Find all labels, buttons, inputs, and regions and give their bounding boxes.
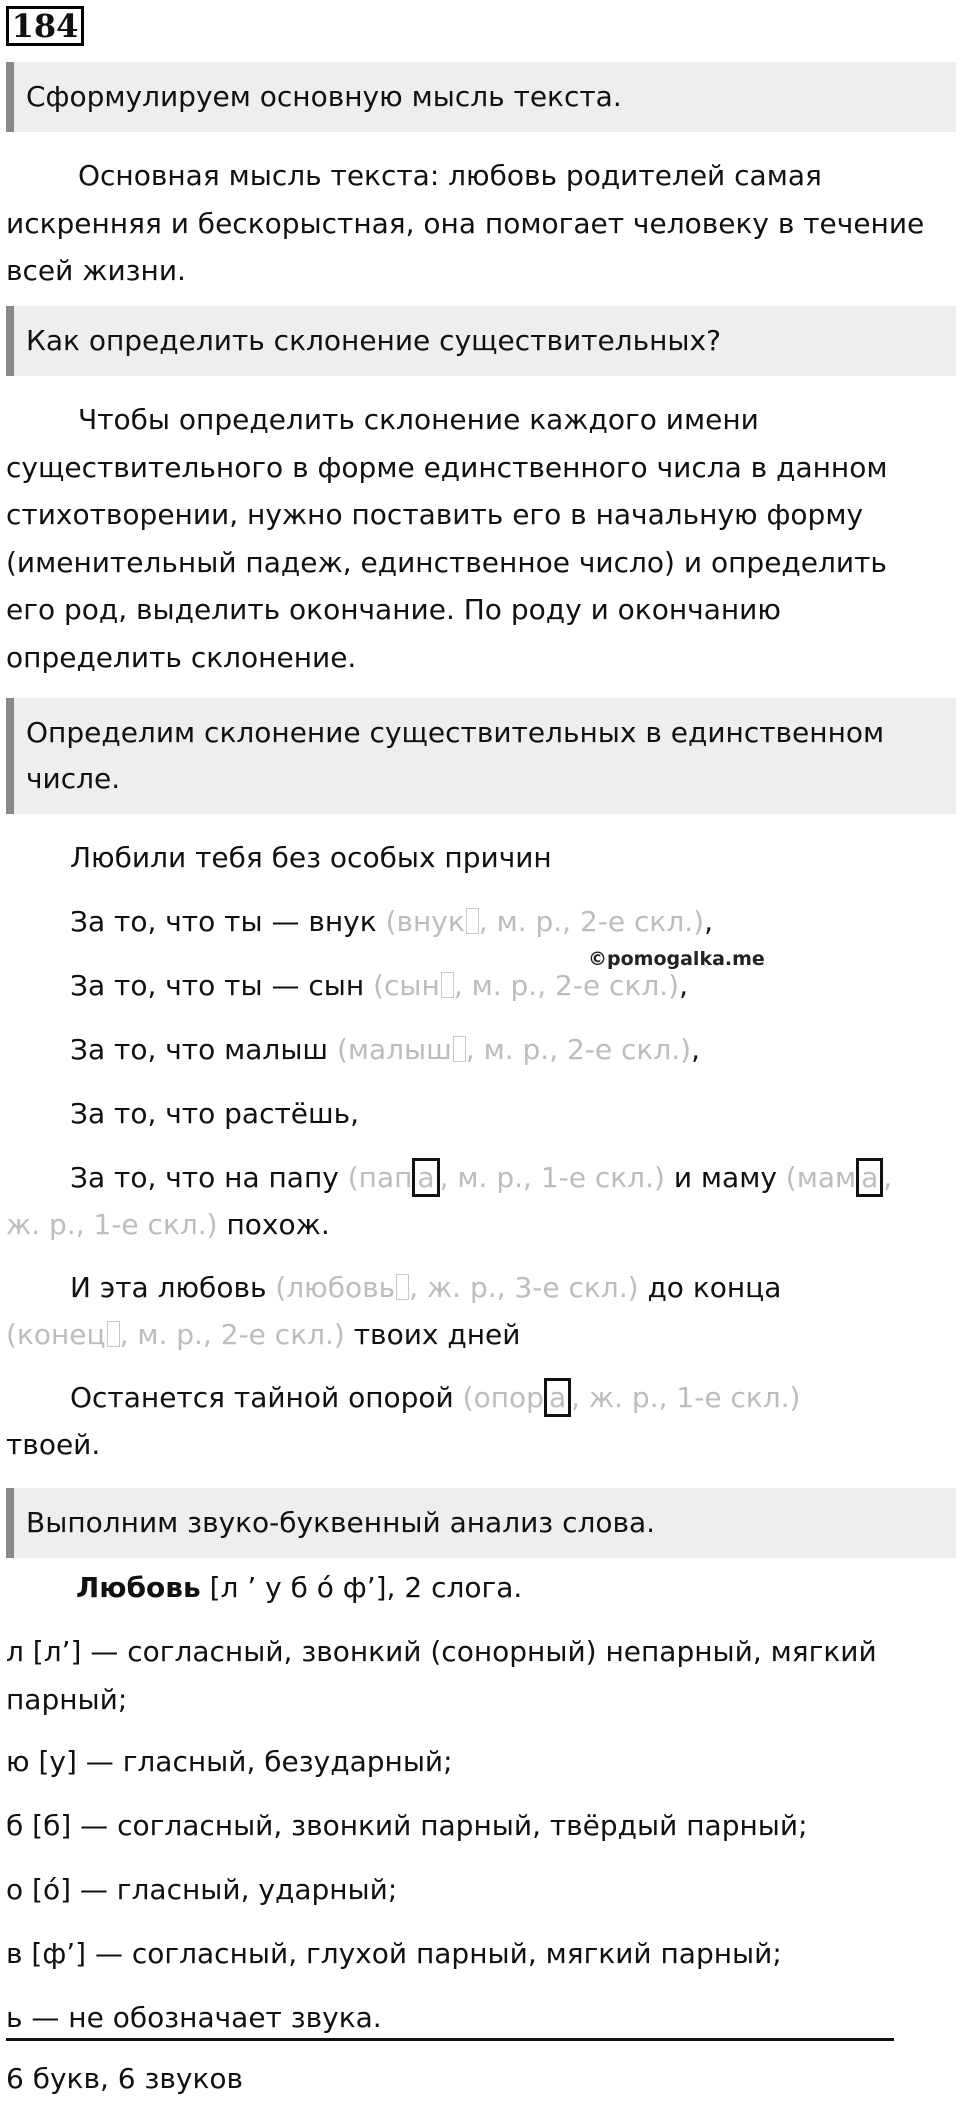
watermark: ©pomogalka.me	[588, 948, 765, 970]
poem-text: За то, что растёшь,	[70, 1097, 360, 1130]
poem-text: За то, что малыш	[70, 1033, 329, 1066]
analysis-row: б [б] — согласный, звонкий парный, твёрдый парный;	[6, 1809, 808, 1842]
analysis-total: 6 букв, 6 звуков	[6, 2062, 243, 2095]
punctuation: ,	[679, 969, 688, 1002]
ending-box: а	[412, 1158, 439, 1197]
null-ending-box	[107, 1321, 120, 1347]
analysis-row: в [ф’] — согласный, глухой парный, мягкий парный;	[6, 1937, 782, 1970]
declension-note: (малыш , м. р., 2-е скл.)	[336, 1033, 692, 1066]
poem-line	[6, 1374, 960, 1422]
declension-note: (конец , м. р., 2-е скл.)	[6, 1318, 345, 1351]
poem-text: За то, что ты — внук	[70, 905, 377, 938]
declension-method-text: Чтобы определить склонение каждого имени существительного в форме единственного числа в данном стихотворении, нужно поставить его в начальную форму (именительный падеж, единственное число) и определить его род, выделить окончание. По роду и окончанию определить склонение.	[6, 403, 888, 674]
poem-text: За то, что на папу	[70, 1161, 339, 1194]
poem-line	[6, 1264, 960, 1312]
section-heading-main-idea: Сформулируем основную мысль текста.	[6, 62, 956, 132]
analysis-row: ю [у] — гласный, безударный;	[6, 1745, 453, 1778]
ending-box: а	[856, 1158, 883, 1197]
poem-line	[6, 898, 960, 946]
poem-line	[6, 962, 960, 1010]
section-heading-phonetic-analysis: Выполним звуко-буквенный анализ слова.	[6, 1488, 956, 1558]
declension-note: (сын , м. р., 2-е скл.)	[373, 969, 680, 1002]
null-ending-box	[466, 908, 479, 934]
section-heading-declension-task: Определим склонение существительных в единственном числе.	[6, 698, 956, 814]
divider	[6, 2038, 894, 2041]
null-ending-box	[453, 1036, 466, 1062]
poem-line	[6, 1311, 936, 1359]
declension-note: (опор а , ж. р., 1-е скл.)	[463, 1378, 801, 1417]
poem-text: и маму	[673, 1161, 777, 1194]
analysis-row: л [л’] — согласный, звонкий (сонорный) непарный, мягкий парный;	[6, 1635, 877, 1716]
punctuation: ,	[691, 1033, 700, 1066]
analysis-word-line	[6, 1564, 960, 1612]
poem-line	[6, 1090, 960, 1138]
null-ending-box	[396, 1274, 409, 1300]
poem-line	[6, 1026, 960, 1074]
analysis-row: о [о́] — гласный, ударный;	[6, 1873, 398, 1906]
poem-line	[6, 1154, 960, 1202]
punctuation: ,	[704, 905, 713, 938]
analysis-row: ь — не обозначает звука.	[6, 2001, 382, 2034]
poem-text: И эта любовь	[70, 1271, 267, 1304]
declension-note: (пап а , м. р., 1-е скл.)	[348, 1158, 665, 1197]
transcription: [л ’ у б о́ ф’], 2 слога.	[209, 1571, 523, 1604]
declension-note: (внук , м. р., 2-е скл.)	[385, 905, 705, 938]
poem-text: до конца	[647, 1271, 782, 1304]
poem-text: За то, что ты — сын	[70, 969, 365, 1002]
declension-note: (мам а ,	[786, 1158, 892, 1197]
poem-line	[6, 834, 960, 882]
declension-note: (любовь , ж. р., 3-е скл.)	[275, 1271, 639, 1304]
poem-text: Останется тайной опорой	[70, 1381, 454, 1414]
task-number: 184	[6, 6, 84, 46]
analyzed-word: Любовь	[76, 1571, 201, 1604]
main-idea-text: Основная мысль текста: любовь родителей самая искренняя и бескорыстная, она помогает человеку в течение всей жизни.	[6, 159, 925, 287]
declension-note: ж. р., 1-е скл.)	[6, 1208, 218, 1241]
poem-text: Любили тебя без особых причин	[70, 841, 552, 874]
poem-line	[6, 1421, 936, 1469]
poem-text: твоих дней	[353, 1318, 521, 1351]
null-ending-box	[441, 972, 454, 998]
poem-text: похож.	[226, 1208, 330, 1241]
section-heading-declension-question: Как определить склонение существительных?	[6, 306, 956, 376]
poem-line	[6, 1201, 936, 1249]
poem-text: твоей.	[6, 1428, 101, 1461]
ending-box: а	[544, 1378, 571, 1417]
